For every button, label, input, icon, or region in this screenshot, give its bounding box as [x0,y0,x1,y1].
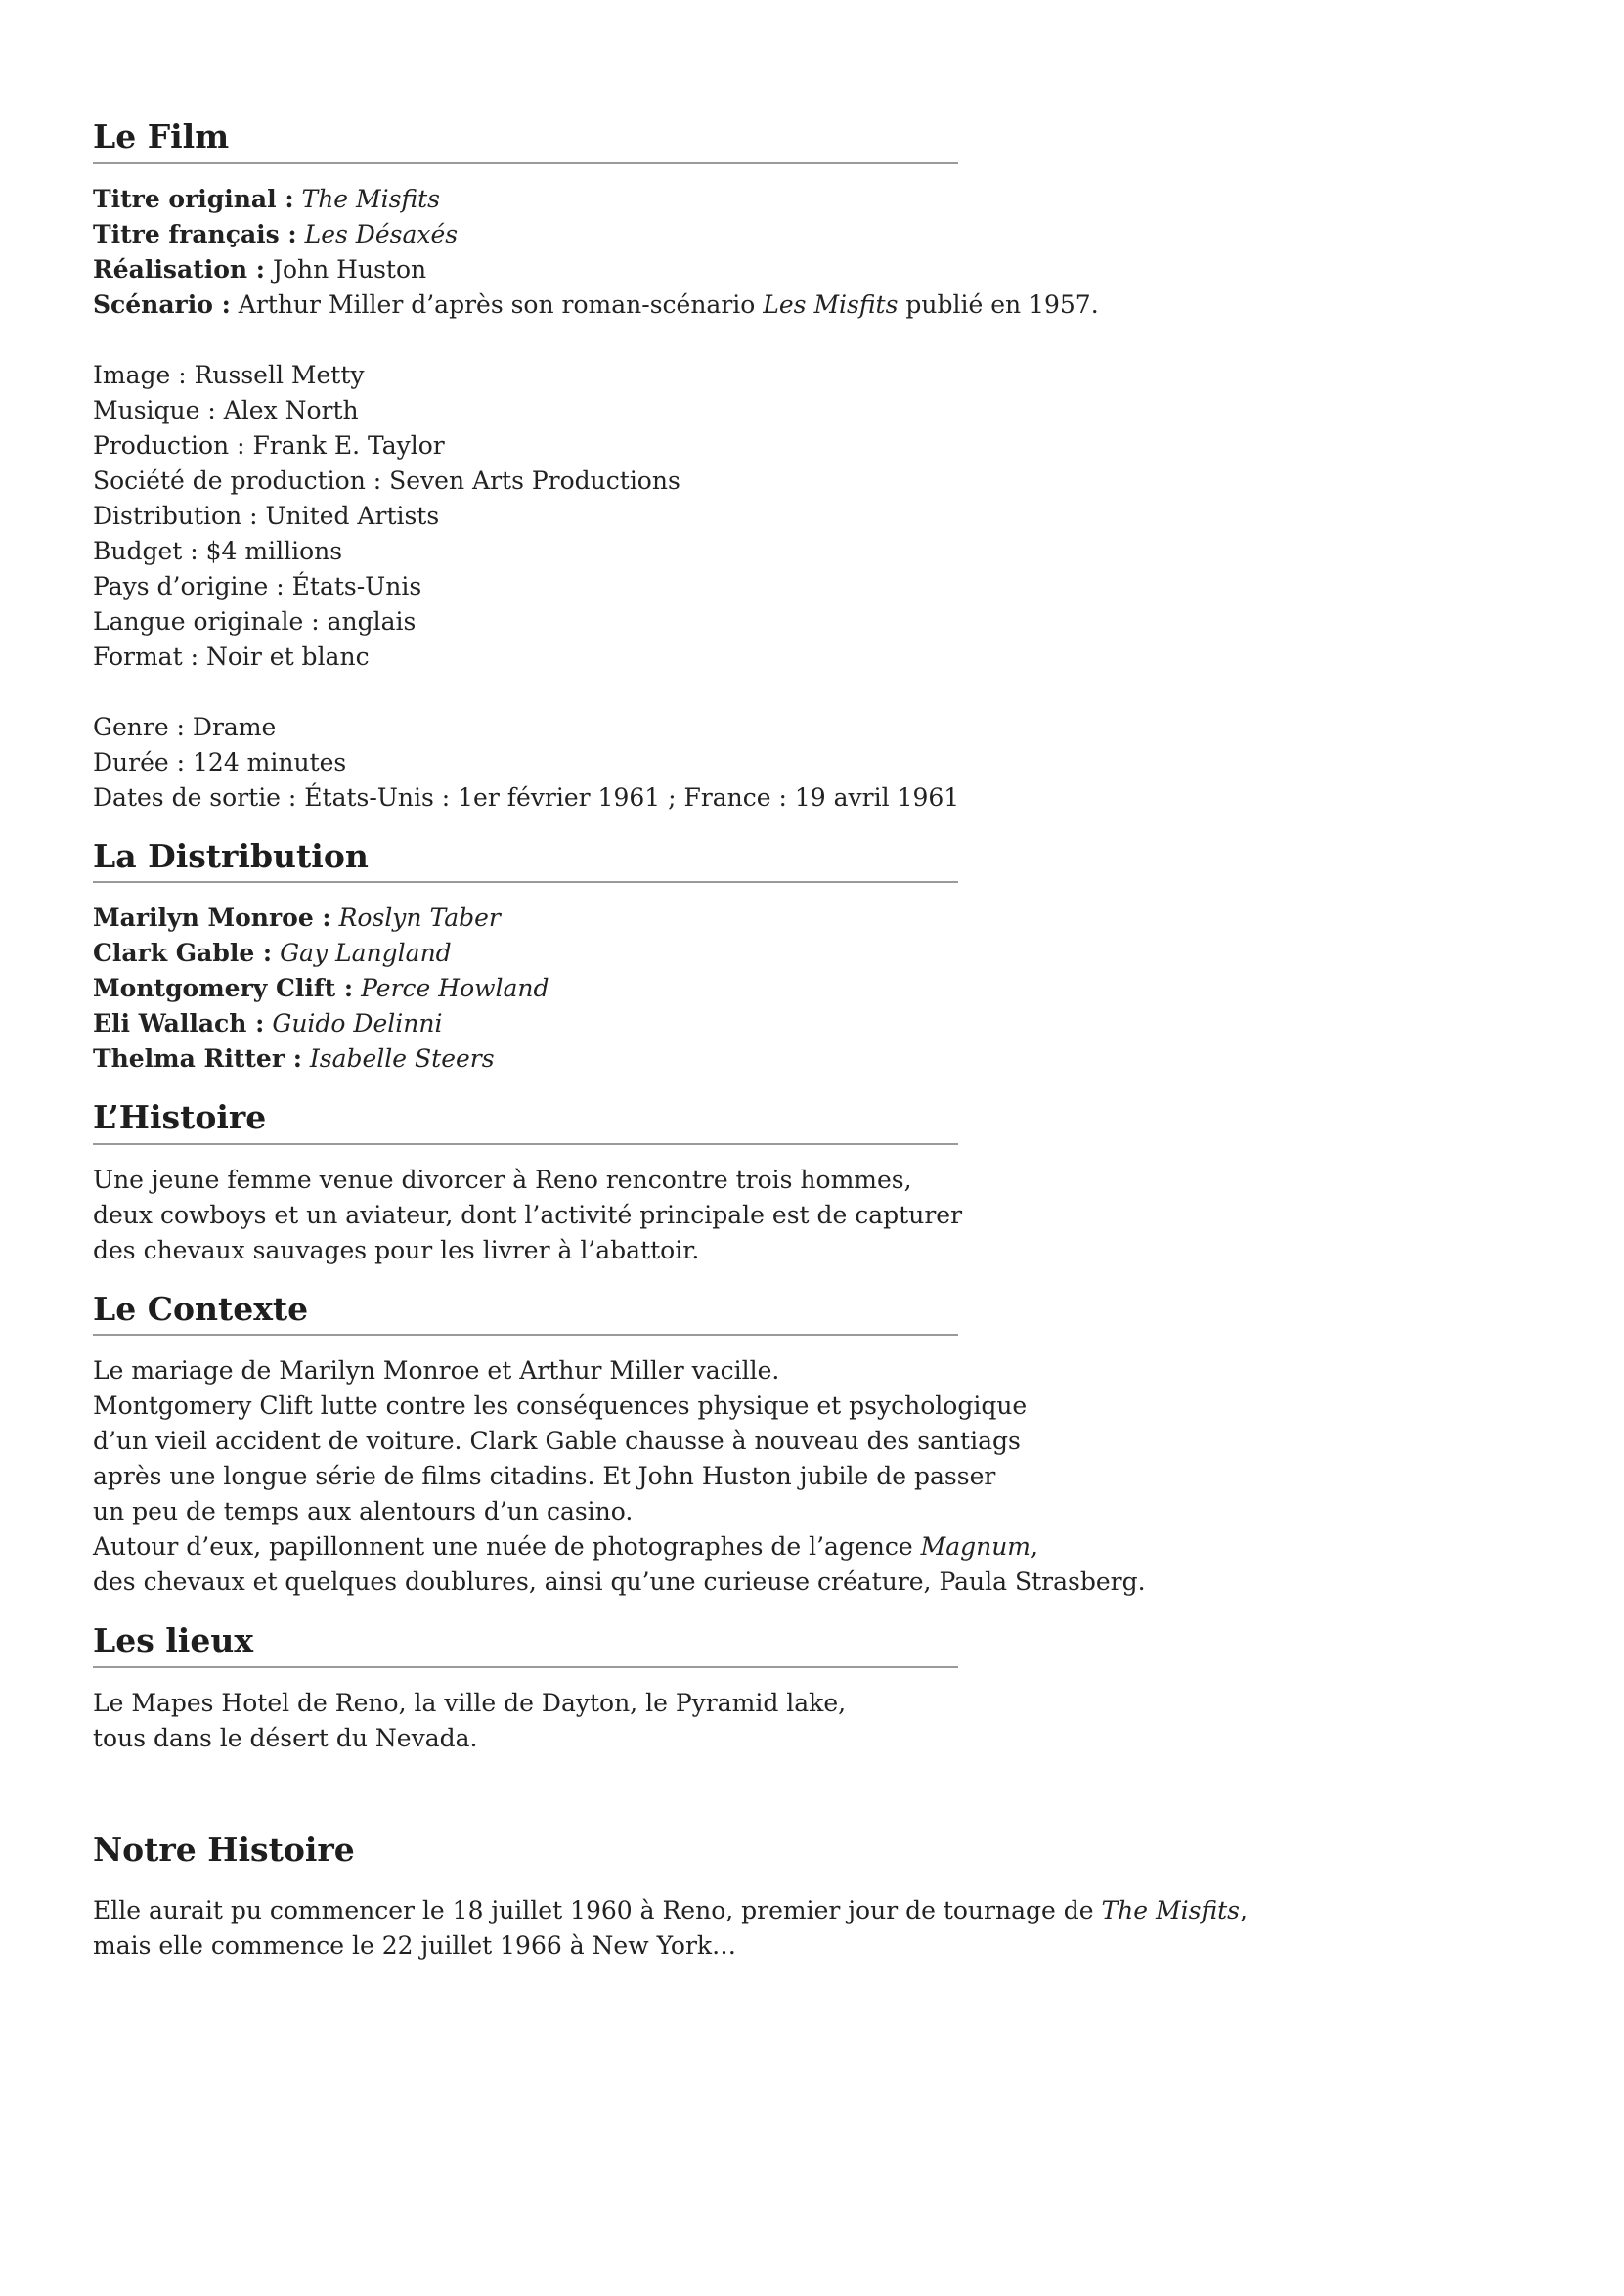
section-contexte [93,1290,1266,1601]
paragraph-line: tous dans le désert du Nevada. [93,1723,478,1752]
section-divider [93,1666,958,1668]
cast-role: Perce Howland [361,974,549,1003]
page-content [93,117,1266,1985]
section-divider [93,162,958,164]
paragraph-line: Une jeune femme venue divorcer à Reno rencontre trois hommes, [93,1165,912,1194]
section-title-film: Le Film [93,117,230,155]
tech-line: Pays d’origine : États-Unis [93,571,422,600]
section-title-histoire: L’Histoire [93,1098,267,1137]
tech-line: Budget : $4 millions [93,536,343,565]
section-title-notre-histoire: Notre Histoire [93,1830,355,1869]
cast-role: Roslyn Taber [338,904,501,933]
section-distribution [93,837,1266,1078]
spacer [93,675,1266,710]
cast-actor: Thelma Ritter : [93,1044,302,1074]
section-divider [93,881,958,883]
tech-line: Société de production : Seven Arts Productions [93,465,680,495]
paragraph-line: des chevaux sauvages pour les livrer à l’abattoir. [93,1235,700,1264]
tech-line: Production : Frank E. Taylor [93,430,445,460]
paragraph-line [93,1529,1266,1565]
info-line: Dates de sortie : États-Unis : 1er février 1961 ; France : 19 avril 1961 [93,782,960,812]
scenario-text: Arthur Miller d’après son roman-scénario [238,289,756,319]
credit-label: Titre original : [93,184,294,213]
credit-label: Scénario : [93,289,231,319]
film-title: The Misfits [1101,1895,1240,1924]
cast-actor: Clark Gable : [93,939,273,968]
info-line: Durée : 124 minutes [93,747,347,776]
cast-role: Isabelle Steers [309,1044,495,1074]
agency-name: Magnum [920,1532,1031,1562]
section-notre-histoire [93,1831,1266,1964]
paragraph-line: mais elle commence le 22 juillet 1966 à New York… [93,1930,737,1960]
credit-value: Les Désaxés [304,219,459,248]
credit-label: Réalisation : [93,254,265,284]
tech-line: Musique : Alex North [93,395,359,424]
spacer [93,323,1266,358]
cast-line [93,1006,1266,1041]
credit-value: John Huston [272,254,427,284]
section-title-contexte: Le Contexte [93,1289,309,1328]
paragraph-line: Montgomery Clift lutte contre les conséquences physique et psychologique [93,1391,1028,1421]
section-film [93,117,1266,816]
tech-line: Image : Russell Metty [93,360,365,389]
paragraph-line: Le Mapes Hotel de Reno, la ville de Dayton, le Pyramid lake, [93,1688,847,1717]
scenario-book-title: Les Misfits [763,289,899,319]
section-divider [93,1143,958,1145]
credit-line [93,217,1266,252]
paragraph-line [93,1893,1266,1928]
paragraph-line: deux cowboys et un aviateur, dont l’activité principale est de capturer [93,1200,963,1229]
section-lieux [93,1621,1266,1756]
paragraph-line: d’un vieil accident de voiture. Clark Gable chausse à nouveau des santiags [93,1427,1021,1456]
scenario-line [93,287,1266,323]
notre-line-text: Elle aurait pu commencer le 18 juillet 1960 à Reno, premier jour de tournage de [93,1895,1094,1924]
paragraph-line: des chevaux et quelques doublures, ainsi qu’une curieuse créature, Paula Strasberg. [93,1567,1146,1597]
info-line: Genre : Drame [93,712,277,741]
tech-line: Format : Noir et blanc [93,641,370,671]
section-divider [93,1334,958,1336]
cast-actor: Marilyn Monroe : [93,904,331,933]
cast-actor: Eli Wallach : [93,1009,265,1038]
magnum-line-text: Autour d’eux, papillonnent une nuée de photographes de l’agence [93,1532,913,1562]
tech-line: Distribution : United Artists [93,501,440,530]
cast-actor: Montgomery Clift : [93,974,354,1003]
notre-line-punct: , [1240,1895,1248,1924]
cast-line [93,936,1266,971]
paragraph-line: un peu de temps aux alentours d’un casino. [93,1497,634,1526]
paragraph-line: Le mariage de Marilyn Monroe et Arthur Miller vacille. [93,1356,780,1386]
cast-role: Guido Delinni [272,1009,443,1038]
cast-role: Gay Langland [280,939,452,968]
credit-line [93,252,1266,287]
credit-value: The Misfits [301,184,441,213]
scenario-text-end: publié en 1957. [905,289,1099,319]
credit-line [93,182,1266,217]
cast-line [93,1041,1266,1077]
paragraph-line: après une longue série de films citadins. Et John Huston jubile de passer [93,1462,996,1491]
tech-line: Langue originale : anglais [93,606,417,636]
credit-label: Titre français : [93,219,297,248]
section-title-distribution: La Distribution [93,836,369,875]
cast-line [93,901,1266,936]
section-title-lieux: Les lieux [93,1621,254,1660]
section-histoire [93,1098,1266,1268]
cast-line [93,971,1266,1006]
magnum-line-punct: , [1031,1532,1038,1562]
